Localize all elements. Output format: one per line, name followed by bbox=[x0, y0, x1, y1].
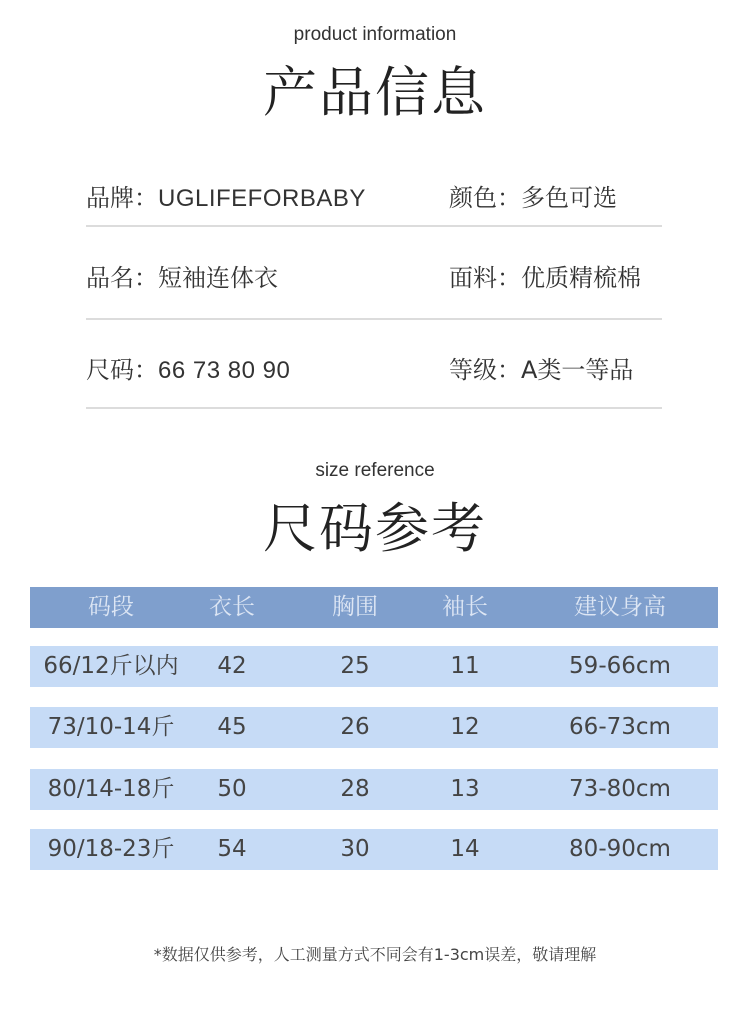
brand-value: UGLIFEFORBABY bbox=[158, 185, 366, 212]
sleeve-cell: 14 bbox=[450, 836, 480, 862]
height-cell: 59-66cm bbox=[569, 653, 671, 679]
sleeve-cell: 12 bbox=[450, 714, 480, 740]
info-divider bbox=[86, 318, 662, 320]
height-cell: 80-90cm bbox=[569, 836, 671, 862]
measurement-note: *数据仅供参考，人工测量方式不同会有1-3cm误差，敬请理解 bbox=[153, 945, 597, 964]
size-label: 尺码： bbox=[86, 356, 158, 384]
chest-cell: 30 bbox=[340, 836, 370, 862]
size-range-cell: 66/12斤以内 bbox=[43, 653, 179, 679]
height-cell: 66-73cm bbox=[569, 714, 671, 740]
length-cell: 45 bbox=[217, 714, 247, 740]
height-cell: 73-80cm bbox=[569, 776, 671, 802]
size-field bbox=[86, 350, 290, 385]
header-chest: 胸围 bbox=[332, 594, 378, 620]
length-cell: 42 bbox=[217, 653, 247, 679]
info-row-size-grade bbox=[86, 350, 662, 390]
chest-cell: 25 bbox=[340, 653, 370, 679]
color-value: 多色可选 bbox=[521, 184, 617, 212]
product-info-subtitle: product information bbox=[293, 24, 457, 45]
size-value: 66 73 80 90 bbox=[158, 357, 291, 384]
header-size-range: 码段 bbox=[88, 594, 134, 620]
color-field bbox=[449, 178, 617, 213]
size-reference-subtitle: size reference bbox=[315, 460, 435, 481]
product-name-label: 品名： bbox=[86, 264, 158, 292]
product-name-field bbox=[86, 258, 278, 293]
table-row bbox=[30, 829, 718, 870]
header-height: 建议身高 bbox=[574, 594, 666, 620]
info-row-brand-color bbox=[86, 178, 662, 218]
size-table-header bbox=[30, 587, 718, 628]
brand-label: 品牌： bbox=[86, 184, 158, 212]
length-cell: 50 bbox=[217, 776, 247, 802]
fabric-value: 优质精梳棉 bbox=[521, 264, 641, 292]
size-range-cell: 90/18-23斤 bbox=[47, 836, 175, 862]
info-row-name-fabric bbox=[86, 258, 662, 298]
sleeve-cell: 13 bbox=[450, 776, 480, 802]
header-length: 衣长 bbox=[209, 594, 255, 620]
table-row bbox=[30, 769, 718, 810]
brand-field bbox=[86, 178, 366, 213]
info-divider bbox=[86, 225, 662, 227]
chest-cell: 26 bbox=[340, 714, 370, 740]
grade-label: 等级： bbox=[449, 356, 521, 384]
length-cell: 54 bbox=[217, 836, 247, 862]
fabric-label: 面料： bbox=[449, 264, 521, 292]
color-label: 颜色： bbox=[449, 184, 521, 212]
fabric-field bbox=[449, 258, 641, 293]
size-range-cell: 80/14-18斤 bbox=[47, 776, 175, 802]
sleeve-cell: 11 bbox=[450, 653, 480, 679]
product-info-title: 产品信息 bbox=[263, 61, 487, 124]
chest-cell: 28 bbox=[340, 776, 370, 802]
size-reference-title: 尺码参考 bbox=[263, 497, 487, 560]
header-sleeve: 袖长 bbox=[442, 594, 488, 620]
table-row bbox=[30, 646, 718, 687]
size-range-cell: 73/10-14斤 bbox=[47, 714, 175, 740]
grade-field bbox=[449, 350, 633, 385]
product-name-value: 短袖连体衣 bbox=[158, 264, 278, 292]
grade-value: A类一等品 bbox=[521, 356, 634, 384]
info-divider bbox=[86, 407, 662, 409]
table-row bbox=[30, 707, 718, 748]
